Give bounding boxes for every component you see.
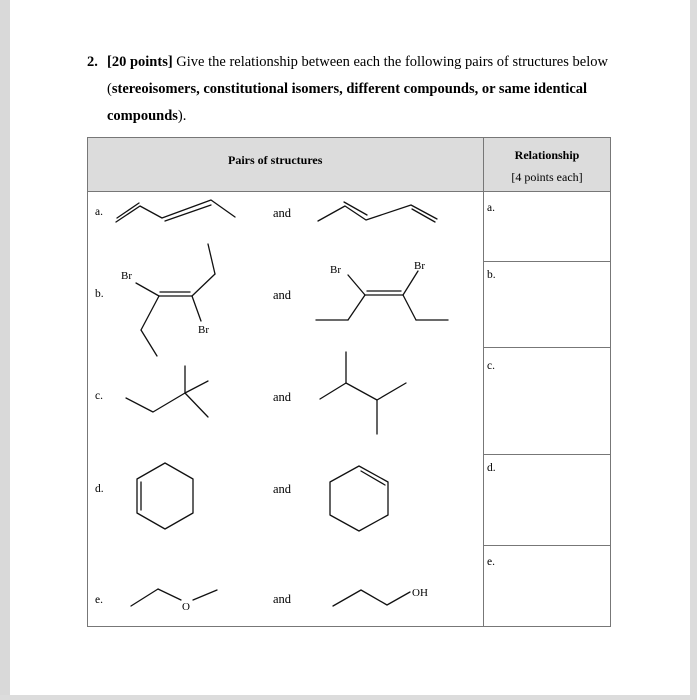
bromine-label: Br (330, 264, 341, 276)
structure-b-left (121, 244, 215, 356)
and-label-c: and (273, 390, 292, 404)
answer-label-b: b. (487, 269, 496, 281)
answer-options: stereoisomers, constitutional isomers, different compounds, or same identical compounds (107, 81, 588, 124)
question-prompt: Give the relationship between each the following pairs of structures below ( (107, 54, 608, 97)
answer-label-a: a. (487, 202, 495, 214)
header-relationship-title: Relationship (514, 148, 580, 162)
structure-a-right (318, 202, 437, 222)
answer-label-d: d. (487, 462, 496, 474)
question-points: [20 points] (107, 54, 173, 70)
row-label-b: b. (95, 288, 104, 300)
row-label-a: a. (95, 206, 103, 218)
and-label-a: and (273, 206, 292, 220)
oxygen-label: O (182, 601, 190, 613)
and-label-d: and (273, 482, 292, 496)
row-label-d: d. (95, 483, 104, 495)
structure-b-right (316, 260, 448, 320)
row-label-c: c. (95, 390, 103, 402)
header-points: [4 points each] (511, 170, 583, 184)
structure-e-left (131, 589, 217, 613)
answer-label-e: e. (487, 556, 495, 568)
answer-label-c: c. (487, 360, 495, 372)
structure-a-left (116, 200, 235, 222)
structure-d-left (137, 463, 193, 529)
structure-d-right (330, 466, 388, 531)
question-number: 2. (87, 54, 98, 70)
header-pairs-of-structures: Pairs of structures (228, 153, 323, 167)
bromine-label: Br (121, 270, 132, 282)
and-label-e: and (273, 592, 292, 606)
structure-c-left (126, 366, 208, 417)
structure-e-right (333, 587, 428, 606)
structure-c-right (320, 352, 406, 434)
row-label-e: e. (95, 594, 103, 606)
bromine-label: Br (414, 260, 425, 272)
and-label-b: and (273, 288, 292, 302)
question-close: ). (177, 108, 187, 124)
hydroxyl-label: OH (412, 587, 428, 599)
bromine-label: Br (198, 324, 209, 336)
